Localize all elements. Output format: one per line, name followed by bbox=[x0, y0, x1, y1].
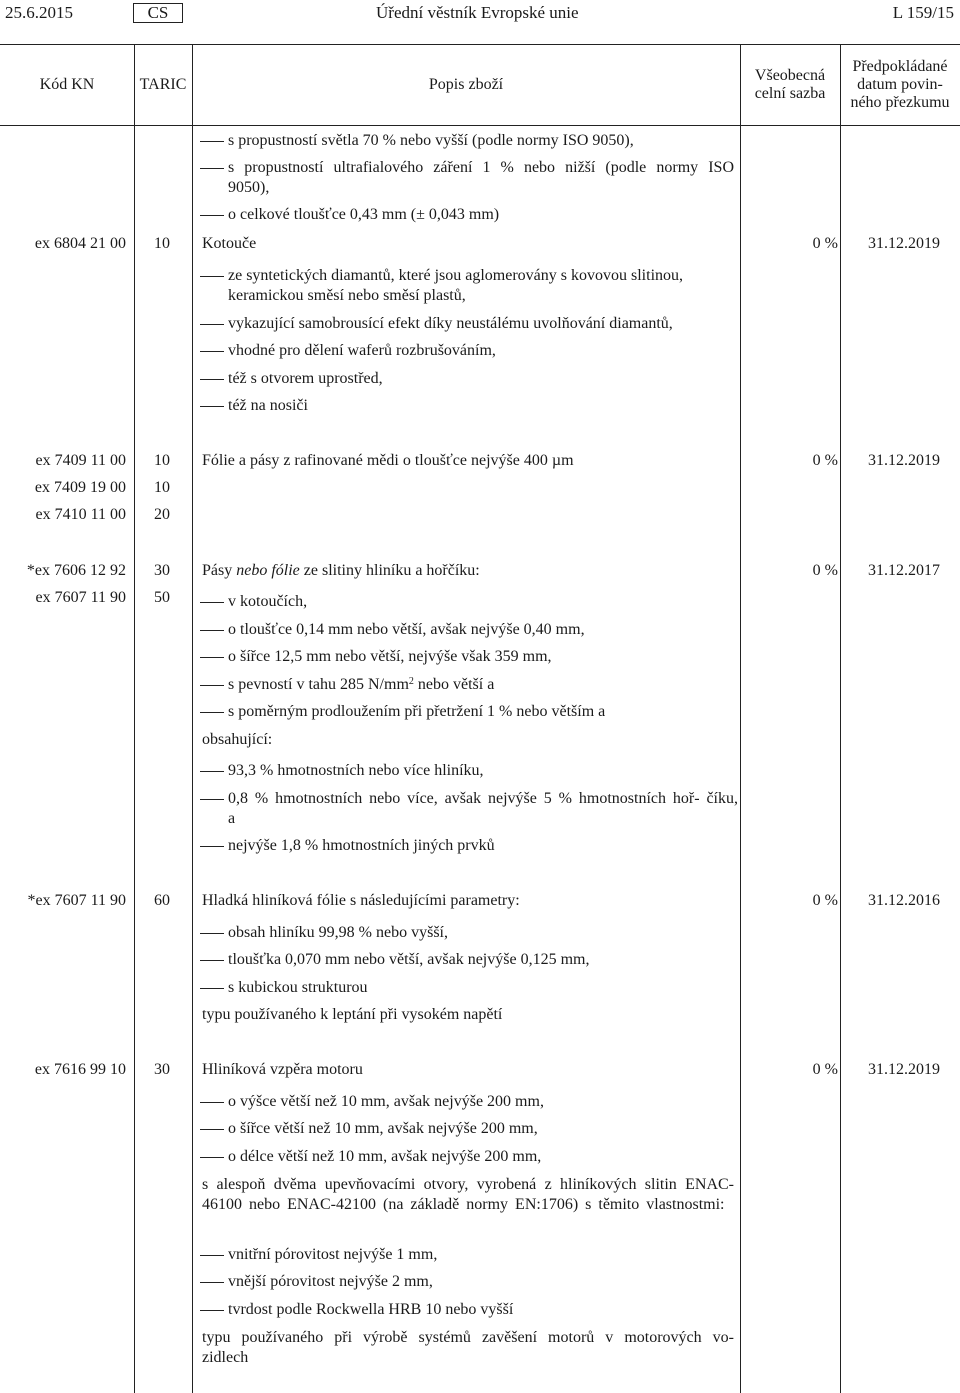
column-divider bbox=[192, 124, 193, 1393]
list-item: obsah hliníku 99,98 % nebo vyšší, bbox=[228, 924, 448, 941]
list-dash bbox=[200, 846, 224, 847]
duty-rate: 0 % bbox=[812, 235, 838, 252]
list-dash bbox=[200, 406, 224, 407]
column-divider bbox=[840, 124, 841, 1393]
goods-title: Kotouče bbox=[202, 235, 257, 252]
taric-code: 10 bbox=[154, 452, 170, 469]
list-dash bbox=[200, 379, 224, 380]
list-dash bbox=[200, 1157, 224, 1158]
list-dash bbox=[200, 215, 224, 216]
publication-date: 25.6.2015 bbox=[5, 3, 73, 22]
col-rate-header: Všeobecná celní sazba bbox=[754, 67, 826, 102]
list-item: též na nosiči bbox=[228, 397, 308, 414]
language-badge: CS bbox=[133, 3, 183, 23]
col-description-header: Popis zboží bbox=[428, 76, 504, 93]
list-dash bbox=[200, 141, 224, 142]
page-reference: L 159/15 bbox=[892, 3, 954, 22]
col-review-header: Předpokládané datum povin- ného přezkumu bbox=[850, 58, 950, 111]
list-item: s pevností v tahu 285 $N/mm^2$ nebo větší a bbox=[228, 676, 495, 693]
list-item: s propustností světla 70 % nebo vyšší (podle normy ISO 9050), bbox=[228, 132, 634, 149]
taric-code: 50 bbox=[154, 589, 170, 606]
taric-code: 10 bbox=[154, 479, 170, 496]
taric-code: 60 bbox=[154, 892, 170, 909]
list-dash bbox=[200, 602, 224, 603]
kn-code: ex 7607 11 90 bbox=[35, 589, 126, 606]
kn-code: *ex 7607 11 90 bbox=[27, 892, 126, 909]
duty-rate: 0 % bbox=[812, 452, 838, 469]
review-date: 31.12.2019 bbox=[868, 235, 940, 252]
column-divider bbox=[740, 124, 741, 1393]
list-item: 93,3 % hmotnostních nebo více hliníku, bbox=[228, 762, 484, 779]
list-item: o celkové tloušťce 0,43 mm (± 0,043 mm) bbox=[228, 206, 500, 223]
list-item: vnější pórovitost nejvýše 2 mm, bbox=[228, 1273, 433, 1290]
list-item: s poměrným prodloužením při přetržení 1 % nebo větším a bbox=[228, 703, 606, 720]
list-dash bbox=[200, 1255, 224, 1256]
table-header bbox=[0, 44, 960, 126]
duty-rate: 0 % bbox=[812, 1061, 838, 1078]
duty-rate: 0 % bbox=[812, 562, 838, 579]
list-item: vhodné pro dělení waferů rozbrušováním, bbox=[228, 342, 496, 359]
taric-code: 10 bbox=[154, 235, 170, 252]
goods-title: Pásy nebo fólie ze slitiny hliníku a hořčíku: bbox=[202, 562, 480, 579]
taric-code: 20 bbox=[154, 506, 170, 523]
list-dash bbox=[200, 771, 224, 772]
kn-code: ex 7616 99 10 bbox=[34, 1061, 126, 1078]
list-dash bbox=[200, 1310, 224, 1311]
col-taric-header: TARIC bbox=[139, 76, 187, 93]
list-item: v kotoučích, bbox=[228, 593, 308, 610]
column-divider bbox=[840, 44, 841, 124]
review-date: 31.12.2017 bbox=[868, 562, 940, 579]
column-divider bbox=[740, 44, 741, 124]
list-dash bbox=[200, 324, 224, 325]
list-dash bbox=[200, 988, 224, 989]
list-item: nejvýše 1,8 % hmotnostních jiných prvků bbox=[228, 837, 495, 854]
list-intro: obsahující: bbox=[202, 731, 273, 748]
list-item: o šířce větší než 10 mm, avšak nejvýše 200 mm, bbox=[228, 1120, 538, 1137]
list-item: vnitřní pórovitost nejvýše 1 mm, bbox=[228, 1246, 438, 1263]
usage-note: typu používaného při výrobě systémů zavěšení motorů v motorových vo- zidlech bbox=[202, 1329, 734, 1366]
kn-code: ex 7409 19 00 bbox=[34, 479, 126, 496]
list-dash bbox=[200, 799, 224, 800]
list-dash bbox=[200, 712, 224, 713]
list-dash bbox=[200, 351, 224, 352]
goods-title: Fólie a pásy z rafinované mědi o tloušťce nejvýše 400 µm bbox=[202, 452, 574, 469]
review-date: 31.12.2016 bbox=[868, 892, 940, 909]
list-item: tvrdost podle Rockwella HRB 10 nebo vyšší bbox=[228, 1301, 514, 1318]
list-dash bbox=[200, 1102, 224, 1103]
list-dash bbox=[200, 276, 224, 277]
column-divider bbox=[192, 44, 193, 124]
duty-rate: 0 % bbox=[812, 892, 838, 909]
list-dash bbox=[200, 630, 224, 631]
list-item: o výšce větší než 10 mm, avšak nejvýše 200 mm, bbox=[228, 1093, 544, 1110]
journal-title: Úřední věstník Evropské unie bbox=[376, 3, 579, 22]
review-date: 31.12.2019 bbox=[868, 1061, 940, 1078]
list-dash bbox=[200, 960, 224, 961]
column-divider bbox=[134, 44, 135, 124]
list-dash bbox=[200, 933, 224, 934]
list-dash bbox=[200, 1129, 224, 1130]
running-header bbox=[0, 0, 960, 30]
list-item: tloušťka 0,070 mm nebo větší, avšak nejvýše 0,125 mm, bbox=[228, 951, 590, 968]
review-date: 31.12.2019 bbox=[868, 452, 940, 469]
description-paragraph: s alespoň dvěma upevňovacími otvory, vyrobená z hliníkových slitin ENAC-46100 nebo ENAC-42100 (na základě normy EN:1706) s těmito vlastnostmi: bbox=[202, 1176, 734, 1213]
goods-title: Hliníková vzpěra motoru bbox=[202, 1061, 363, 1078]
col-kn-header: Kód KN bbox=[39, 76, 95, 93]
list-dash bbox=[200, 685, 224, 686]
goods-title: Hladká hliníková fólie s následujícími parametry: bbox=[202, 892, 520, 909]
list-item: vykazující samobrousící efekt díky neustálému uvolňování diamantů, bbox=[228, 315, 673, 332]
list-item: o šířce 12,5 mm nebo větší, nejvýše však 359 mm, bbox=[228, 648, 552, 665]
list-item: o tloušťce 0,14 mm nebo větší, avšak nejvýše 0,40 mm, bbox=[228, 621, 585, 638]
taric-code: 30 bbox=[154, 1061, 170, 1078]
list-item: o délce větší než 10 mm, avšak nejvýše 200 mm, bbox=[228, 1148, 542, 1165]
list-dash bbox=[200, 168, 224, 169]
column-divider bbox=[134, 124, 135, 1393]
list-item: s propustností ultrafialového záření 1 % nebo nižší (podle normy ISO 9050), bbox=[228, 159, 734, 196]
usage-note: typu používaného k leptání při vysokém napětí bbox=[202, 1006, 503, 1023]
list-item: 0,8 % hmotnostních nebo více, avšak nejvýše 5 % hmotnostních hoř- číku, a bbox=[228, 790, 738, 827]
list-dash bbox=[200, 657, 224, 658]
kn-code: ex 6804 21 00 bbox=[34, 235, 126, 252]
kn-code: ex 7410 11 00 bbox=[35, 506, 126, 523]
kn-code: *ex 7606 12 92 bbox=[26, 562, 126, 579]
kn-code: ex 7409 11 00 bbox=[35, 452, 126, 469]
taric-code: 30 bbox=[154, 562, 170, 579]
list-item: s kubickou strukturou bbox=[228, 979, 368, 996]
list-item: též s otvorem uprostřed, bbox=[228, 370, 383, 387]
list-item: ze syntetických diamantů, které jsou aglomerovány s kovovou slitinou, keramickou směsí nebo směsí plastů, bbox=[228, 267, 684, 304]
list-dash bbox=[200, 1282, 224, 1283]
